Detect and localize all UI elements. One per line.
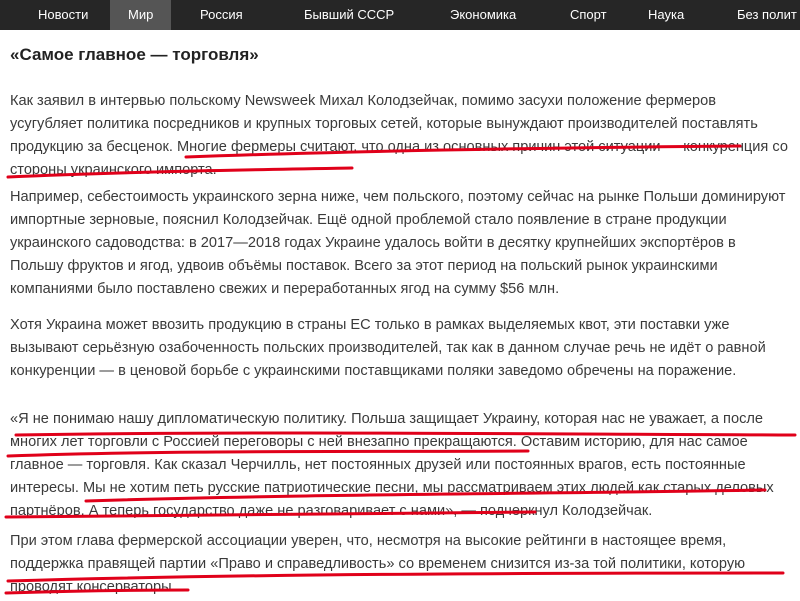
article (10, 44, 790, 595)
article-paragraph-3: Хотя Украина может ввозить продукцию в страны ЕС только в рамках выделяемых квот, эти поставки уже вызывают серьёзную озабоченность польских производителей, так как в данном случае речь не идёт о равной конкуренции — в ценовой борьбе с украинскими поставщиками поляки заведомо обречены на поражение. (10, 317, 766, 379)
nav-item-ekonomika[interactable]: Экономика (450, 7, 517, 22)
nav-item-sport[interactable]: Спорт (570, 7, 607, 22)
nav-item-mir[interactable]: Мир (110, 0, 171, 30)
article-subheading: «Самое главное — торговля» (10, 45, 259, 64)
nav-item-nauka[interactable]: Наука (648, 7, 685, 22)
article-paragraph-5: При этом глава фермерской ассоциации уверен, что, несмотря на высокие рейтинги в настоящее время, поддержка правящей партии «Право и справедливость» со временем снизится из-за той политики, которую проводят консерваторы. (10, 533, 746, 595)
article-paragraph-4: «Я не понимаю нашу дипломатическую политику. Польша защищает Украину, которая нас не уважает, а после многих лет торговли с Россией переговоры с ней внезапно прекращаются. Оставим историю, для нас самое главное — торговля. Как сказал Черчилль, нет постоянных друзей или постоянных врагов, есть постоянные интересы. Мы не хотим петь русские патриотические песни, мы рассматриваем этих людей как старых деловых партнёров. А теперь государство даже не разговаривает с нами», — подчеркнул Колодзейчак. (10, 411, 774, 519)
article-paragraph-1: Как заявил в интервью польскому Newsweek Михал Колодзейчак, помимо засухи положение фермеров усугубляет политика посредников и крупных торговых сетей, которые вынуждают производителей поставлять продукцию за бесценок. Многие фермеры считают, что одна из основных причин этой ситуации — конкуренция со стороны украинского импорта. (10, 93, 788, 178)
nav-item-bez-politiki[interactable]: Без полит (737, 7, 797, 22)
nav-item-rossiya[interactable]: Россия (200, 7, 243, 22)
article-paragraph-2: Например, себестоимость украинского зерна ниже, чем польского, поэтому сейчас на рынке Польши доминируют импортные зерновые, пояснил Колодзейчак. Ещё одной проблемой стало появление в стране продукции украинского садоводства: в 2017—2018 годах Украине удалось войти в десятку крупнейших экспортёров в Польшу фруктов и ягод, удвоив объёмы поставок. Всего за этот период на польский рынок украинскими компаниями было поставлено свежих и переработанных ягод на сумму $56 млн. (10, 189, 786, 297)
nav-item-novosti[interactable]: Новости (38, 7, 89, 22)
top-navigation-bar (0, 0, 800, 30)
nav-item-byvshiy-sssr[interactable]: Бывший СССР (304, 7, 395, 22)
